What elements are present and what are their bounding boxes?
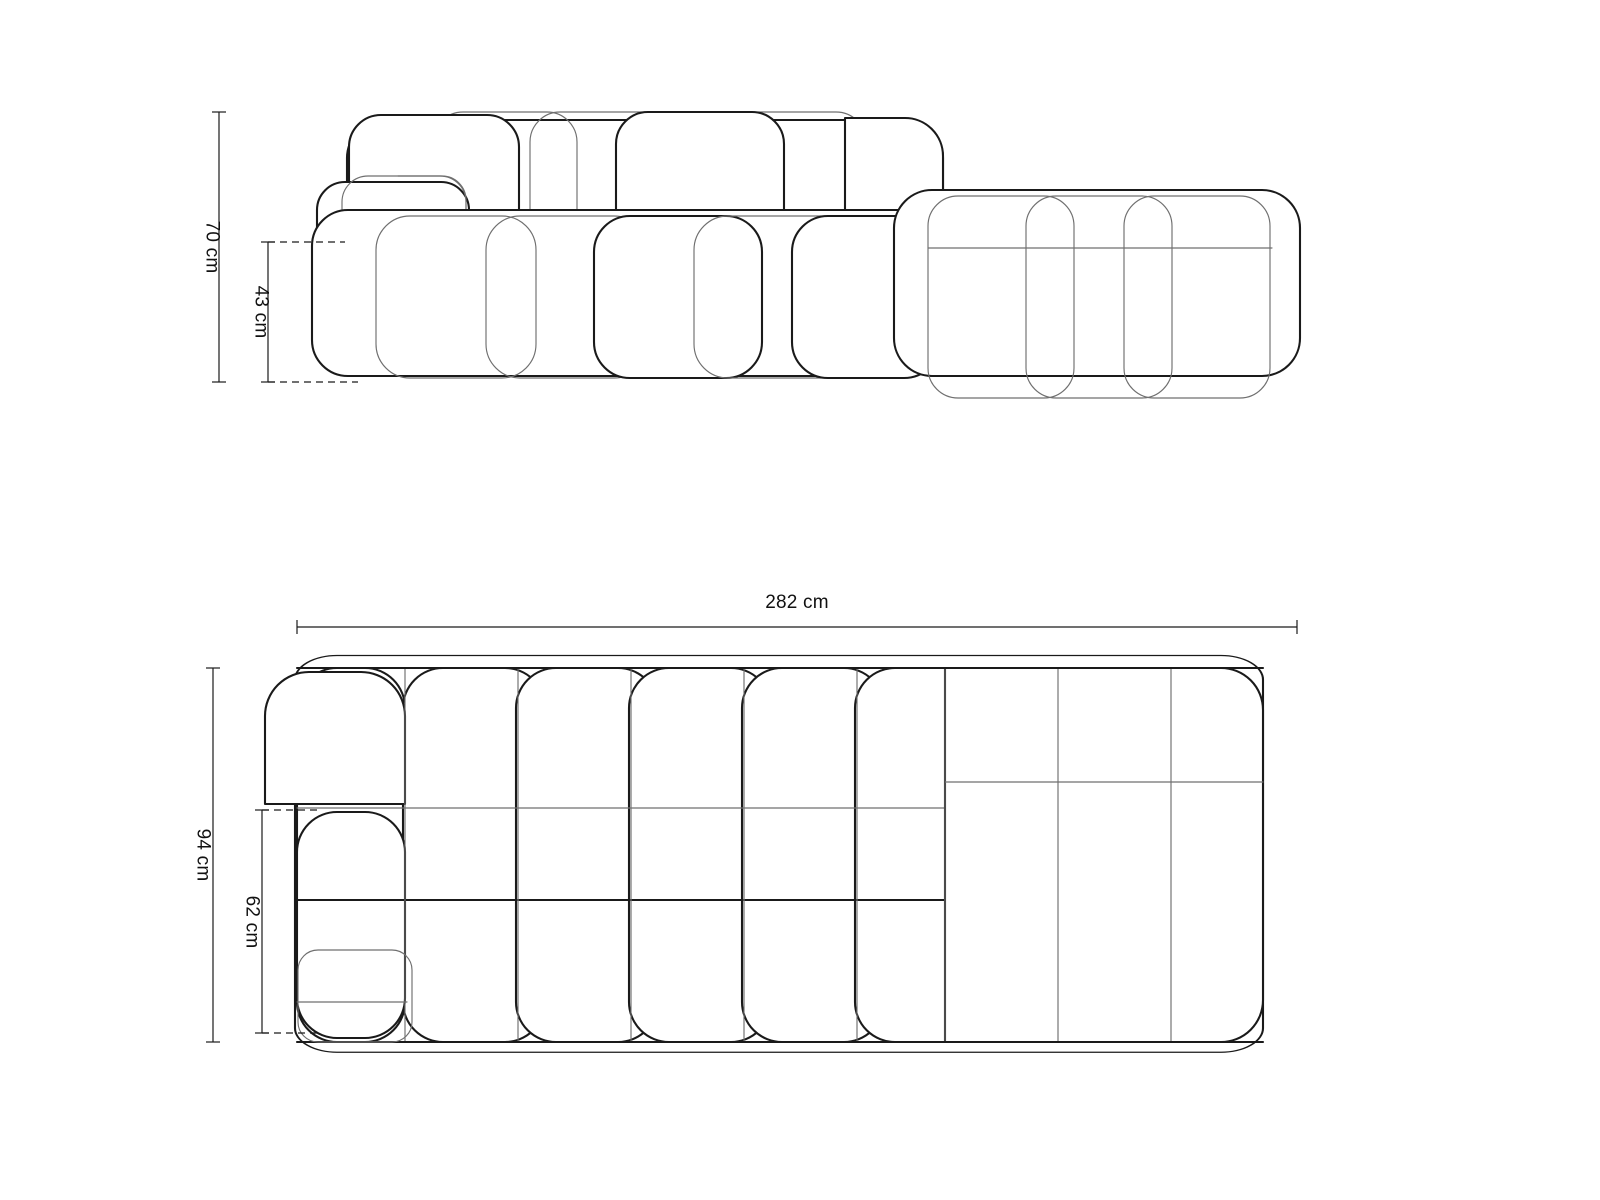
dimension-overall-depth (193, 668, 221, 1042)
front-elevation-view (202, 112, 1301, 398)
dimension-overall-height (202, 112, 227, 382)
front-chaise-module (894, 190, 1300, 398)
dimension-seat-height-label: 43 cm (250, 285, 272, 339)
dimension-seat-depth-label: 62 cm (241, 895, 263, 949)
dimension-overall-width (297, 592, 1297, 634)
dimension-overall-width-label: 282 cm (765, 592, 829, 613)
front-seat-cushions (312, 210, 940, 378)
plan-body (265, 656, 1263, 1053)
dimension-overall-depth-label: 94 cm (192, 828, 214, 882)
top-plan-view (193, 592, 1298, 1052)
dimension-overall-height-label: 70 cm (201, 220, 223, 274)
